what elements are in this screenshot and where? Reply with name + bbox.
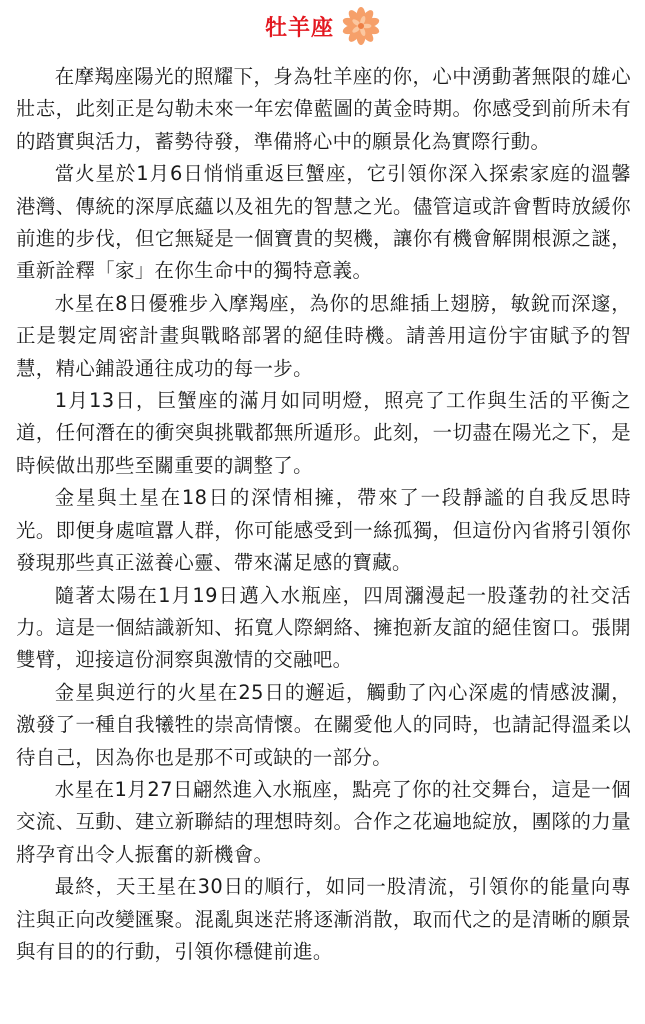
paragraph-3: 水星在8日優雅步入摩羯座，為你的思維插上翅膀，敏銳而深邃，正是製定周密計畫與戰略部署的絕佳時機。請善用這份宇宙賦予的智慧，精心鋪設通往成功的每一步。	[16, 291, 631, 380]
paragraph-7: 金星與逆行的火星在25日的邂逅，觸動了內心深處的情感波瀾，激發了一種自我犧牲的崇高情懷。在關愛他人的同時，也請記得溫柔以待自己，因為你也是那不可或缺的一部分。	[16, 680, 631, 769]
page-title: 牡羊座	[264, 15, 334, 41]
paragraph-4: 1月13日，巨蟹座的滿月如同明燈，照亮了工作與生活的平衡之道，任何潛在的衝突與挑戰都無所遁形。此刻，一切盡在陽光之下，是時候做出那些至關重要的調整了。	[16, 389, 631, 477]
horoscope-article	[16, 61, 631, 968]
paragraph-5: 金星與土星在18日的深情相擁，帶來了一段靜謐的自我反思時光。即便身處喧囂人群，你可能感受到一絲孤獨，但這份內省將引領你發現那些真正滋養心靈、帶來滿足感的寶藏。	[16, 486, 631, 575]
flower-icon	[342, 7, 380, 45]
paragraph-9: 最終，天王星在30日的順行，如同一股清流，引領你的能量向專注與正向改變匯聚。混亂與迷茫將逐漸消散，取而代之的是清晰的願景與有目的的行動，引領你穩健前進。	[16, 875, 631, 963]
paragraph-1: 在摩羯座陽光的照耀下，身為牡羊座的你，心中湧動著無限的雄心壯志，此刻正是勾勒未來一年宏偉藍圖的黃金時期。你感受到前所未有的踏實與活力，蓄勢待發，準備將心中的願景化為實際行動。	[16, 65, 631, 153]
paragraph-2: 當火星於1月6日悄悄重返巨蟹座，它引領你深入探索家庭的溫馨港灣、傳統的深厚底蘊以及祖先的智慧之光。儘管這或許會暫時放緩你前進的步伐，但它無疑是一個寶貴的契機，讓你有機會解開根源之謎，重新詮釋「家」在你生命中的獨特意義。	[16, 162, 631, 283]
header	[0, 4, 645, 48]
paragraph-6: 隨著太陽在1月19日邁入水瓶座，四周瀰漫起一股蓬勃的社交活力。這是一個結識新知、拓寬人際網絡、擁抱新友誼的絕佳窗口。張開雙臂，迎接這份洞察與激情的交融吧。	[16, 583, 631, 672]
paragraph-8: 水星在1月27日翩然進入水瓶座，點亮了你的社交舞台，這是一個交流、互動、建立新聯結的理想時刻。合作之花遍地綻放，團隊的力量將孕育出令人振奮的新機會。	[16, 777, 631, 866]
